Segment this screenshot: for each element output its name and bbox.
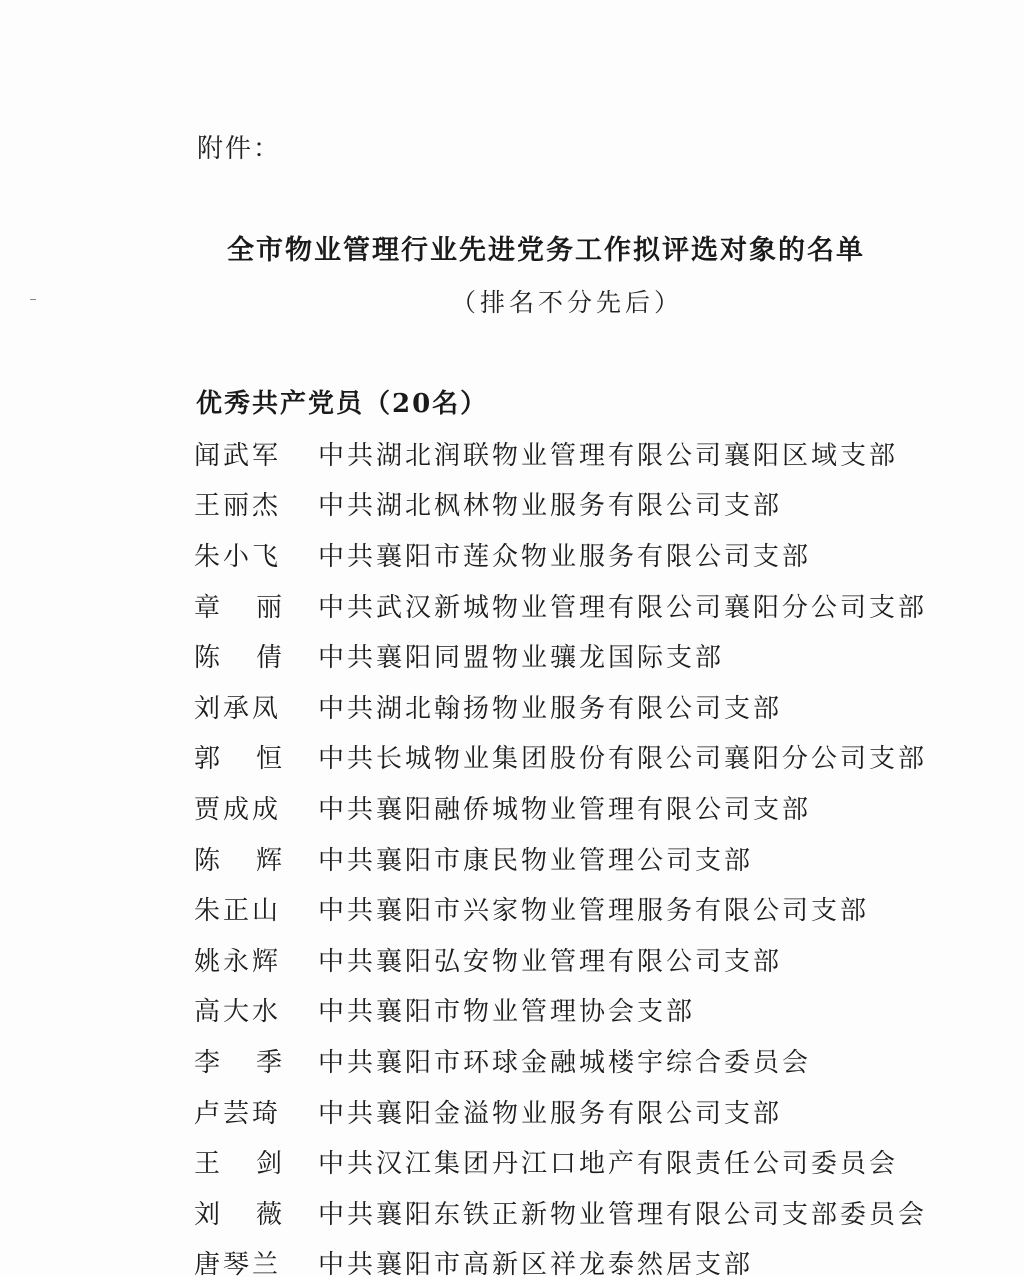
- member-name: 高大水: [194, 991, 318, 1028]
- list-item: [194, 934, 914, 985]
- member-name: 唐琴兰: [194, 1244, 318, 1281]
- list-item: [194, 1187, 914, 1238]
- list-item: [194, 681, 914, 732]
- member-name: 王丽杰: [194, 485, 318, 522]
- member-org: 中共襄阳市莲众物业服务有限公司支部: [318, 536, 914, 573]
- list-item: [194, 580, 914, 631]
- list-item: [194, 985, 914, 1036]
- member-org: 中共湖北润联物业管理有限公司襄阳区域支部: [318, 435, 914, 472]
- member-org: 中共襄阳同盟物业骧龙国际支部: [318, 637, 914, 674]
- member-list: [194, 428, 914, 1288]
- attachment-label: 附件：: [197, 128, 281, 165]
- member-name: 贾成成: [194, 789, 318, 826]
- member-org: 中共襄阳市康民物业管理公司支部: [318, 840, 914, 877]
- member-name: 章丽: [194, 587, 318, 624]
- list-item: [194, 1238, 914, 1288]
- member-org: 中共襄阳东铁正新物业管理有限公司支部委员会: [318, 1194, 927, 1231]
- member-org: 中共湖北翰扬物业服务有限公司支部: [318, 688, 914, 725]
- member-name: 卢芸琦: [194, 1093, 318, 1130]
- member-org: 中共湖北枫林物业服务有限公司支部: [318, 485, 914, 522]
- member-name: 郭恒: [194, 738, 318, 775]
- member-org: 中共长城物业集团股份有限公司襄阳分公司支部: [318, 738, 927, 775]
- document-title: 全市物业管理行业先进党务工作拟评选对象的名单: [0, 228, 1024, 267]
- section-title: 优秀共产党员（20名）: [196, 383, 488, 420]
- member-name: 陈辉: [194, 840, 318, 877]
- member-name: 王剑: [194, 1143, 318, 1180]
- list-item: [194, 479, 914, 530]
- member-name: 陈倩: [194, 637, 318, 674]
- member-org: 中共汉江集团丹江口地产有限责任公司委员会: [318, 1143, 914, 1180]
- member-name: 姚永辉: [194, 941, 318, 978]
- member-name: 闻武军: [194, 435, 318, 472]
- member-name: 刘承凤: [194, 688, 318, 725]
- list-item: [194, 833, 914, 884]
- member-org: 中共襄阳融侨城物业管理有限公司支部: [318, 789, 914, 826]
- member-name: 朱正山: [194, 890, 318, 927]
- document-subtitle: （排名不分先后）: [0, 283, 1024, 319]
- list-item: [194, 883, 914, 934]
- list-item: [194, 1136, 914, 1187]
- member-org: 中共襄阳市物业管理协会支部: [318, 991, 914, 1028]
- member-name: 朱小飞: [194, 536, 318, 573]
- list-item: [194, 1086, 914, 1137]
- list-item: [194, 630, 914, 681]
- member-org: 中共襄阳市高新区祥龙泰然居支部: [318, 1244, 914, 1281]
- list-item: [194, 782, 914, 833]
- member-name: 李季: [194, 1042, 318, 1079]
- member-org: 中共襄阳弘安物业管理有限公司支部: [318, 941, 914, 978]
- member-org: 中共襄阳市环球金融城楼宇综合委员会: [318, 1042, 914, 1079]
- member-org: 中共襄阳市兴家物业管理服务有限公司支部: [318, 890, 914, 927]
- list-item: [194, 1035, 914, 1086]
- list-item: [194, 428, 914, 479]
- member-org: 中共武汉新城物业管理有限公司襄阳分公司支部: [318, 587, 927, 624]
- member-org: 中共襄阳金溢物业服务有限公司支部: [318, 1093, 914, 1130]
- list-item: [194, 529, 914, 580]
- member-name: 刘薇: [194, 1194, 318, 1231]
- list-item: [194, 732, 914, 783]
